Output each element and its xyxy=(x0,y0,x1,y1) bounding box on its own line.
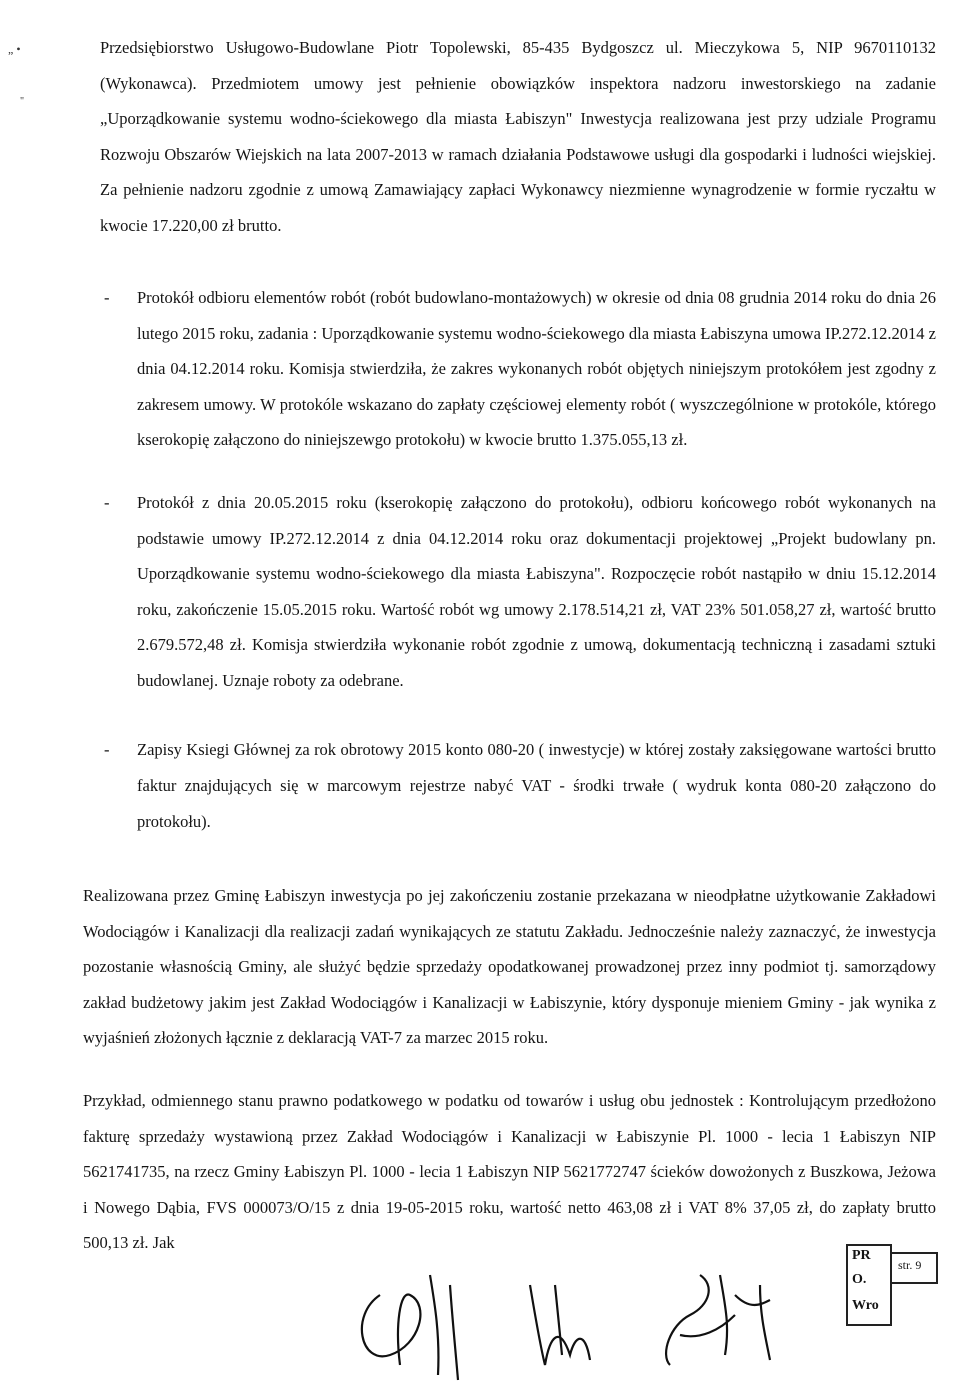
bullet-dash: - xyxy=(104,288,110,307)
list-item xyxy=(100,280,936,458)
paragraph-example: Przykład, odmiennego stanu prawno podatkowego w podatku od towarów i usług obu jednostek : Kontrolującym przedłożono fakturę sprzedaży wystawioną przez Zakład Wodociągów i Kanalizacji w Łabiszynie Pl. 1000 - lecia 1 Łabiszyn NIP 5621741735, na rzecz Gminy Łabiszyn Pl. 1000 - lecia 1 Łabiszyn NIP 5621772747 ścieków dowożonych z Buszkowa, Jeżowa i Nowego Dąbia, FVS 000073/O/15 z dnia 19-05-2015 roku, wartość netto 463,08 zł i VAT 8% 37,05 zł, do zapłaty brutto 500,13 zł. Jak xyxy=(83,1091,936,1252)
stamp-text: PR xyxy=(852,1248,871,1263)
intro-paragraph: Przedsiębiorstwo Usługowo-Budowlane Piotr Topolewski, 85-435 Bydgoszcz ul. Mieczykowa 5, NIP 9670110132 (Wykonawca). Przedmiotem umowy jest pełnienie obowiązków inspektora nadzoru inwestorskiego na zadanie „Uporządkowanie systemu wodno-ściekowego dla miasta Łabiszyn" Inwestycja realizowana jest przy udziale Programu Rozwoju Obszarów Wiejskich na lata 2007-2013 w ramach działania Podstawowe usługi dla gospodarki i ludności wiejskiej. Za pełnienie nadzoru zgodnie z umową Zamawiający zapłaci Wykonawcy niezmienne wynagrodzenie w formie ryczałtu w kwocie 17.220,00 zł brutto. xyxy=(100,38,936,235)
signatures xyxy=(340,1255,810,1385)
signature-3 xyxy=(666,1275,770,1365)
stamp-text: O. xyxy=(852,1272,867,1287)
list-item xyxy=(100,732,936,840)
bullet-dash: - xyxy=(104,493,110,512)
paragraph-transfer: Realizowana przez Gminę Łabiszyn inwestycja po jej zakończeniu zostanie przekazana w nieodpłatne użytkowanie Zakładowi Wodociągów i Kanalizacji dla realizacji zadań wynikających ze statutu Zakładu. Jednocześnie należy zaznaczyć, że inwestycja pozostanie własnością Gminy, ale służyć będzie sprzedaży opodatkowanej prowadzonej przez inny podmiot tj. samorządowy zakład budżetowy jakim jest Zakład Wodociągów i Kanalizacji w Łabiszynie, który dysponuje mieniem Gminy - jak wynika z wyjaśnień złożonych łącznie z deklaracją VAT-7 za marzec 2015 roku. xyxy=(83,886,936,1047)
stamp xyxy=(846,1244,936,1324)
bullet-dash: - xyxy=(104,740,110,759)
signature-1 xyxy=(362,1275,458,1380)
list-item-text: Protokół z dnia 20.05.2015 roku (kserokopię załączono do protokołu), odbioru końcowego robót wykonanych na podstawie umowy IP.272.12.2014 z dnia 04.12.2014 roku oraz dokumentacji projektowej „Projekt budowlany pn. Uporządkowanie systemu wodno-ściekowego dla miasta Łabiszyna". Rozpoczęcie robót nastąpiło w dniu 15.12.2014 roku, zakończenie 15.05.2015 roku. Wartość robót wg umowy 2.178.514,21 zł, VAT 23% 501.058,27 zł, wartość brutto 2.679.572,48 zł. Komisja stwierdziła wykonanie robót zgodnie z umową, dokumentacją techniczną i zasadami sztuki budowlanej. Uznaje roboty za odebrane. xyxy=(137,493,936,690)
stamp-text: Wro xyxy=(852,1298,879,1313)
signature-2 xyxy=(530,1285,590,1365)
list-item-text: Zapisy Ksiegi Głównej za rok obrotowy 2015 konto 080-20 ( inwestycje) w której zostały zaksięgowane wartości brutto faktur znajdujących się w marcowym rejestrze nabyć VAT - środki trwałe ( wydruk konta 080-20 załączono do protokołu). xyxy=(137,740,936,831)
margin-mark: „ • xyxy=(8,42,21,56)
list-item-text: Protokół odbioru elementów robót (robót budowlano-montażowych) w okresie od dnia 08 grudnia 2014 roku do dnia 26 lutego 2015 roku, zadania : Uporządkowanie systemu wodno-ściekowego dla miasta Łabiszyna umowa IP.272.12.2014 z dnia 04.12.2014 roku. Komisja stwierdziła, że zakres wykonanych robót objętych niniejszym protokółem jest zgodny z zakresem umowy. W protokóle wskazano do zapłaty częściowej elementy robót ( wyszczególnione w protokóle, którego kserokopię załączono do niniejszewgo protokołu) w kwocie brutto 1.375.055,13 zł. xyxy=(137,288,936,450)
margin-mark-small: " xyxy=(20,96,25,107)
page-number-box xyxy=(890,1252,938,1284)
page-number: str. 9 xyxy=(898,1258,922,1272)
stamp-box xyxy=(846,1244,892,1326)
list-item xyxy=(100,485,936,698)
